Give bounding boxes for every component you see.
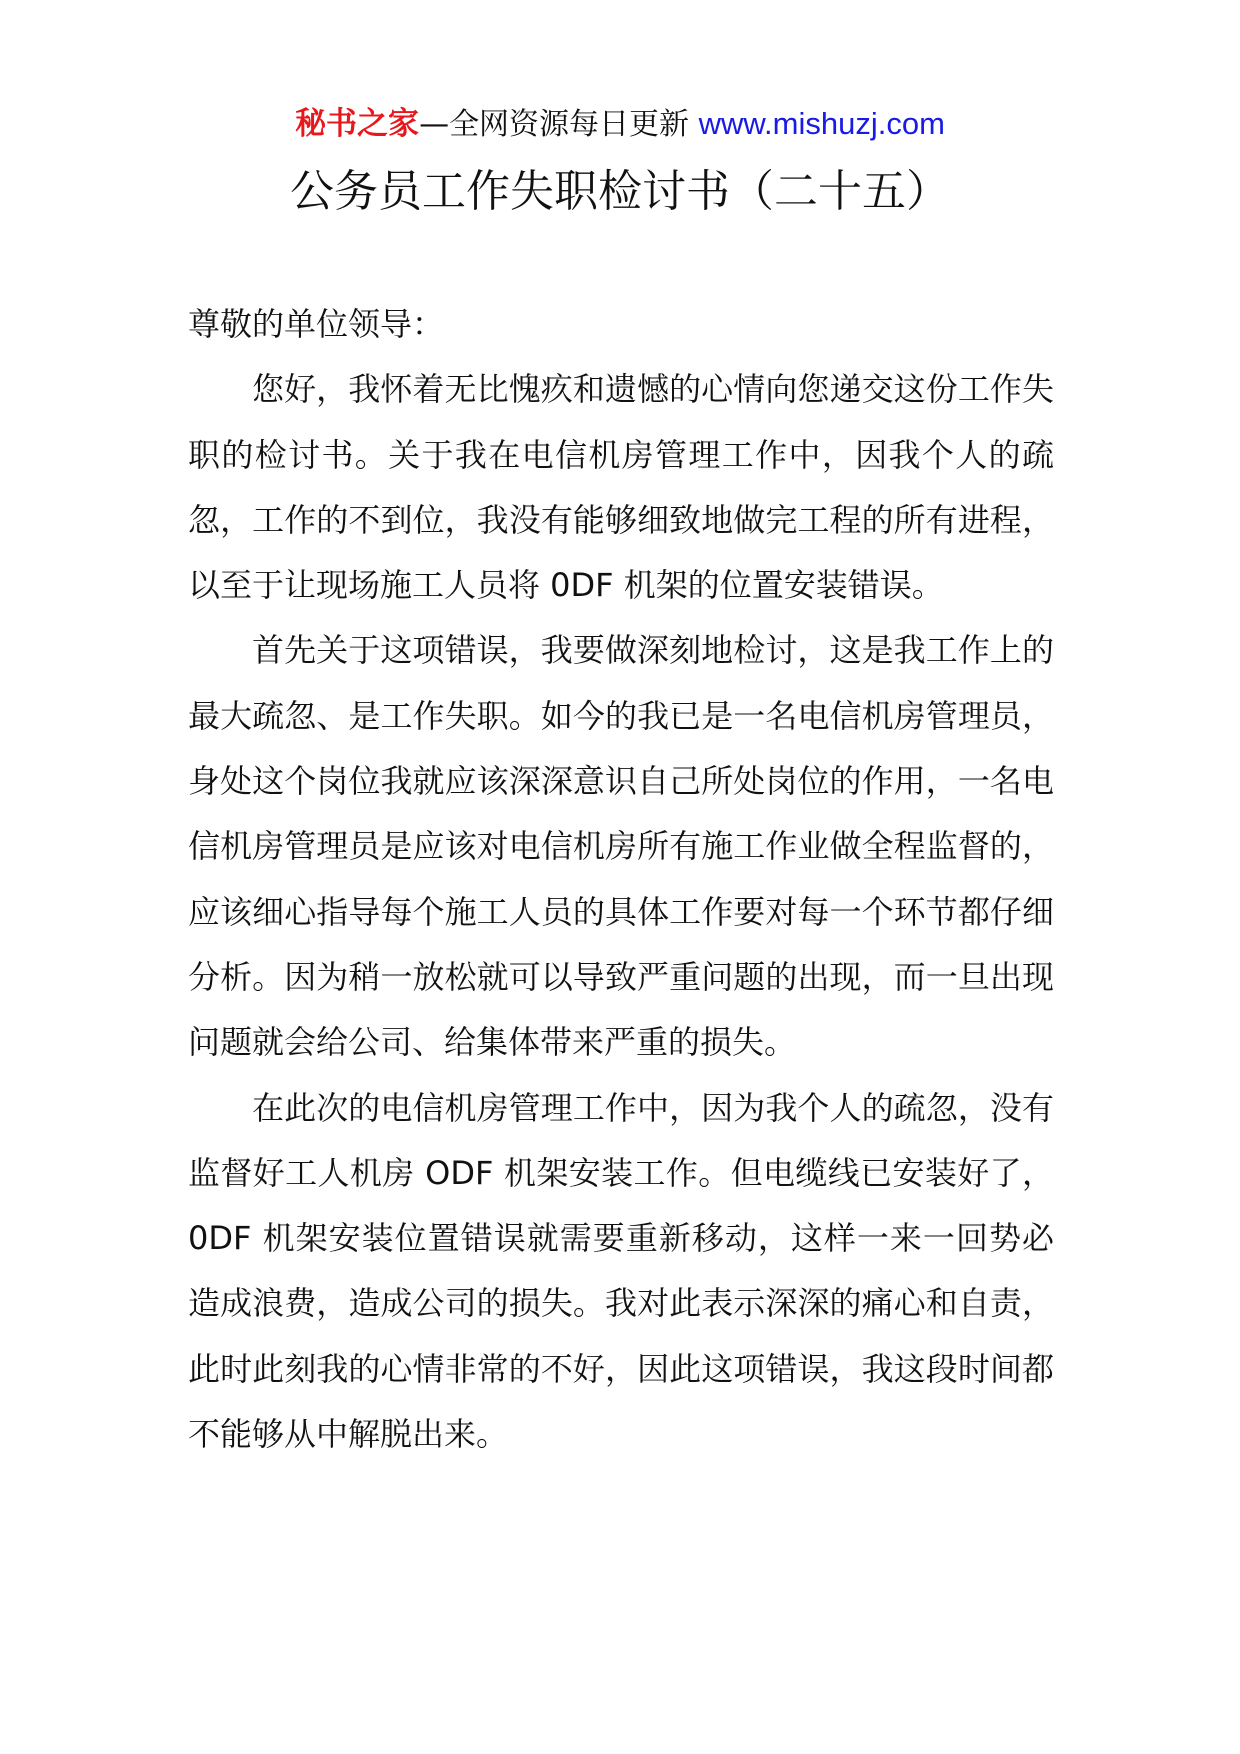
salutation: 尊敬的单位领导：	[188, 305, 445, 343]
paragraph: 您好，我怀着无比愧疚和遗憾的心情向您递交这份工作失职的检讨书。关于我在电信机房管理工作中，因我个人的疏忽，工作的不到位，我没有能够细致地做完工程的所有进程，以至于让现场施工人员将 0DF 机架的位置安装错误。	[188, 370, 1054, 605]
site-slogan: —全网资源每日更新	[419, 107, 690, 142]
document-title: 公务员工作失职检讨书（二十五）	[290, 166, 950, 217]
site-header	[0, 104, 1240, 145]
paragraph: 首先关于这项错误，我要做深刻地检讨，这是我工作上的最大疏忽、是工作失职。如今的我已是一名电信机房管理员，身处这个岗位我就应该深深意识自己所处岗位的作用，一名电信机房管理员是应该对电信机房所有施工作业做全程监督的，应该细心指导每个施工人员的具体工作要对每一个环节都仔细分析。因为稍一放松就可以导致严重问题的出现，而一旦出现问题就会给公司、给集体带来严重的损失。	[188, 631, 1054, 1062]
site-brand: 秘书之家	[295, 106, 420, 142]
paragraph: 在此次的电信机房管理工作中，因为我个人的疏忽，没有监督好工人机房 ODF 机架安装工作。但电缆线已安装好了，0DF 机架安装位置错误就需要重新移动，这样一来一回势必造成浪费，造成公司的损失。我对此表示深深的痛心和自责，此时此刻我的心情非常的不好，因此这项错误，我这段时间都不能够从中解脱出来。	[188, 1088, 1054, 1454]
document-body	[188, 292, 1054, 1467]
site-url-link[interactable]: www.mishuzj.com	[698, 106, 945, 141]
